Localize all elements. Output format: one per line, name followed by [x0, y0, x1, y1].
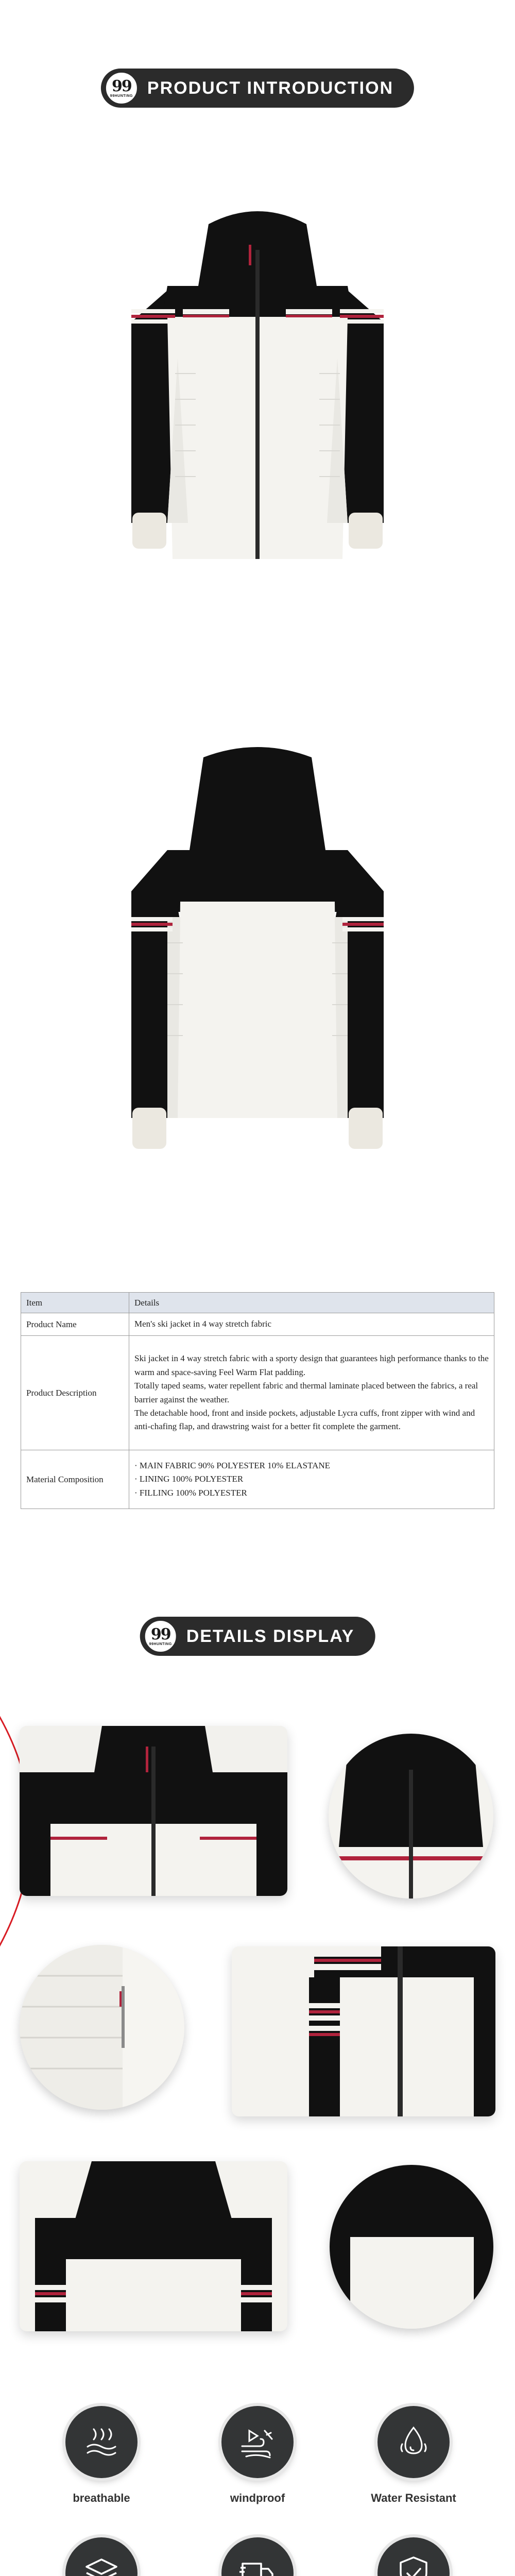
feature-thickened-material — [45, 2537, 158, 2576]
water-resistant-icon — [377, 2406, 450, 2478]
row-value-line: Ski jacket in 4 way stretch fabric with a sporty design that guarantees high performance thanks to the warm and space-saving Feel Warm Flat padding. — [134, 1353, 489, 1377]
feature-breathable — [45, 2406, 158, 2505]
row-value-line: · LINING 100% POLYESTER — [134, 1474, 244, 1484]
feature-quality-assurance — [357, 2537, 470, 2576]
feature-label: windproof — [230, 2492, 285, 2504]
detail-image-upper-front — [20, 1726, 287, 1896]
table-row — [21, 1313, 494, 1336]
feature-label: Water Resistant — [371, 2492, 456, 2504]
brand-logo-number: 99 — [112, 77, 131, 95]
row-value — [129, 1336, 494, 1450]
brand-logo — [144, 1620, 177, 1653]
windproof-icon — [221, 2406, 294, 2478]
shield-check-icon — [377, 2537, 450, 2576]
brand-logo-tag: 99HUNTING — [110, 94, 133, 98]
detail-image-chest-zipper — [232, 1946, 495, 2116]
row-value-line: The detachable hood, front and inside pockets, adjustable Lycra cuffs, front zipper with wind and anti-chafing flap, and drawstring waist for a better fit complete the garment. — [134, 1408, 475, 1432]
feature-spot-quick-delivery — [201, 2537, 314, 2576]
table-header-details: Details — [129, 1293, 494, 1313]
table-header-row — [21, 1293, 494, 1313]
row-value — [129, 1450, 494, 1509]
detail-image-back-detail — [330, 2165, 493, 2329]
section-title: DETAILS DISPLAY — [186, 1626, 355, 1646]
row-value-line: · MAIN FABRIC 90% POLYESTER 10% ELASTANE — [134, 1460, 331, 1470]
feature-water-resistant — [357, 2406, 470, 2505]
row-key: Product Description — [21, 1336, 129, 1450]
brand-logo-tag: 99HUNTING — [149, 1642, 172, 1646]
row-key: Product Name — [21, 1313, 129, 1336]
table-row — [21, 1450, 494, 1509]
product-introduction-banner — [101, 69, 414, 108]
brand-logo-number: 99 — [150, 1625, 170, 1643]
row-value-line: Totally taped seams, water repellent fabric and thermal laminate placed between the fabrics, a real barrier against the weather. — [134, 1381, 478, 1404]
table-header-item: Item — [21, 1293, 129, 1313]
row-value — [129, 1313, 494, 1336]
breathable-icon — [65, 2406, 138, 2478]
details-display-banner — [140, 1617, 375, 1656]
layers-icon — [65, 2537, 138, 2576]
row-value-line: · FILLING 100% POLYESTER — [134, 1487, 247, 1498]
jacket-front-image — [111, 204, 404, 574]
brand-logo — [105, 72, 138, 105]
row-value-line: Men's ski jacket in 4 way stretch fabric — [134, 1319, 272, 1329]
section-title: PRODUCT INTRODUCTION — [147, 78, 394, 98]
table-row — [21, 1336, 494, 1450]
product-spec-table — [21, 1292, 494, 1509]
feature-windproof — [201, 2406, 314, 2505]
delivery-truck-icon — [221, 2537, 294, 2576]
jacket-back-image — [111, 747, 404, 1159]
detail-image-hood — [329, 1734, 493, 1899]
detail-image-back-shoulder — [20, 2161, 287, 2331]
feature-label: breathable — [73, 2492, 130, 2504]
row-key: Material Composition — [21, 1450, 129, 1509]
detail-image-side-quilting — [20, 1945, 184, 2110]
